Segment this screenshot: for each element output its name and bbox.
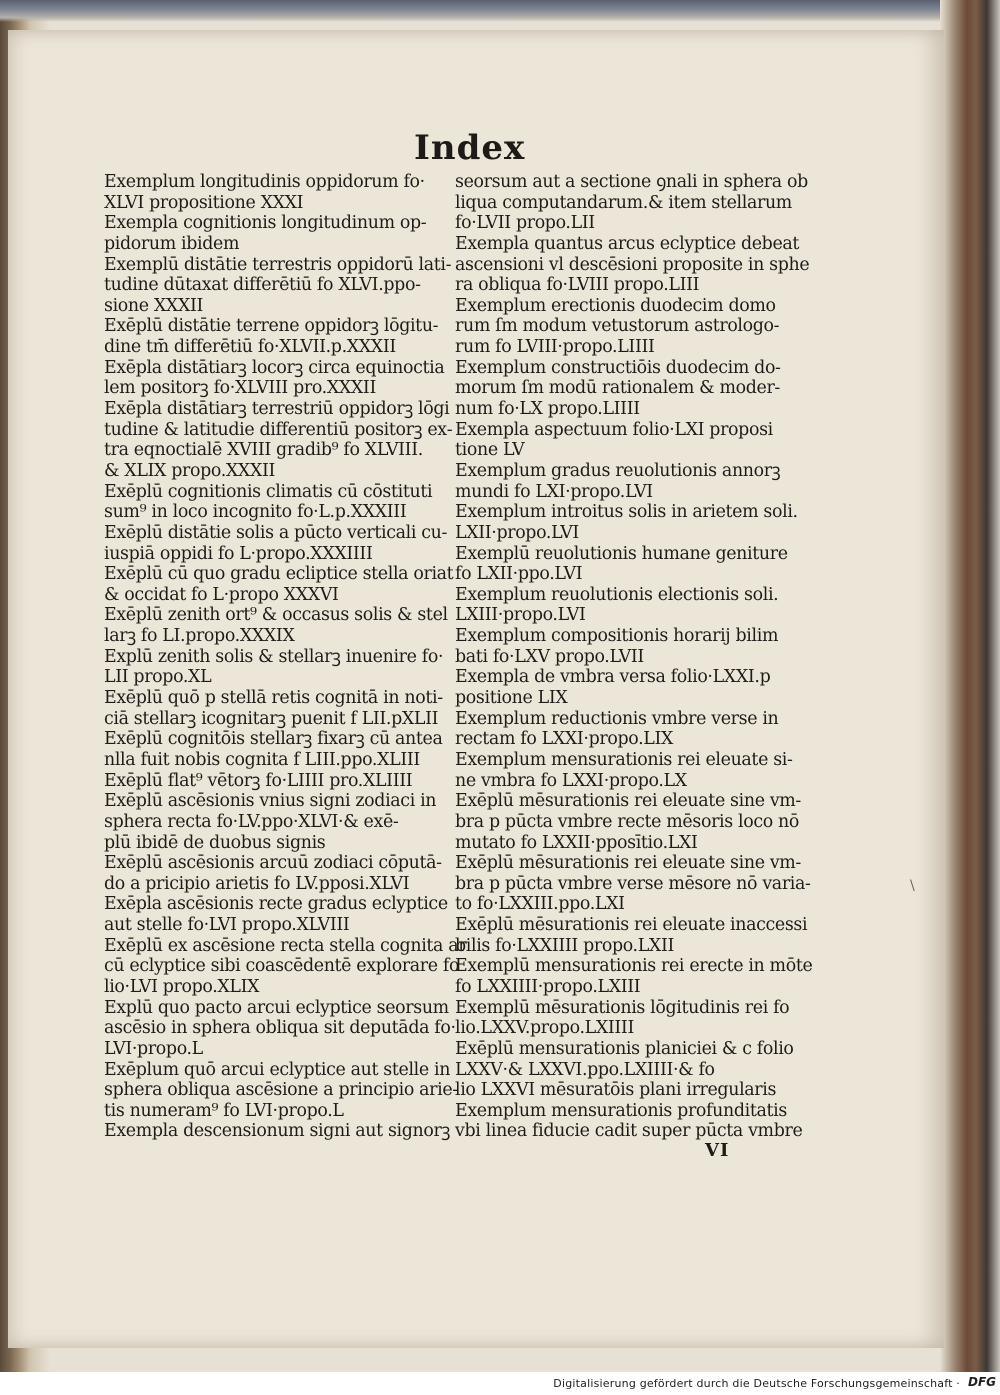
index-line: positione LIX bbox=[455, 688, 568, 709]
index-line: ciā stellarꝫ icognitarꝫ puenit f LII.pXLII bbox=[104, 708, 439, 729]
index-line: sphera obliqua ascēsione a principio arie‑ bbox=[104, 1080, 458, 1101]
index-line: Explū zenith solis & stellarꝫ inuenire fo· bbox=[104, 646, 444, 667]
index-line: Exēplū ascēsionis arcuū zodiaci cōputā‑ bbox=[104, 853, 442, 874]
index-line: sum⁹ in loco incognito fo·L.p.XXXIII bbox=[104, 502, 407, 523]
index-line: Exēplū mēsurationis rei eleuate sine vm‑ bbox=[455, 853, 801, 874]
index-line: ascēsio in sphera obliqua sit deputāda fo· bbox=[104, 1018, 456, 1039]
index-line: Exempla de vmbra versa folio·LXXI.p bbox=[455, 667, 771, 688]
index-line: nlla fuit nobis cognita f LIII.ppo.XLIII bbox=[104, 749, 420, 770]
index-line: Exēplū quō p stellā retis cognitā in noti‑ bbox=[104, 688, 443, 709]
running-head: Index bbox=[414, 128, 526, 168]
index-line: Exēplū cū quo gradu ecliptice stella oriat bbox=[104, 564, 454, 585]
index-line: to fo·LXXIII.ppo.LXI bbox=[455, 894, 625, 915]
index-line: dine tm̄ differētiū fo·XLVII.p.XXXII bbox=[104, 337, 396, 358]
index-line: Exēplū mēsurationis rei eleuate sine vm‑ bbox=[455, 791, 801, 812]
index-line: Exēplū ascēsionis vnius signi zodiaci in bbox=[104, 791, 437, 812]
index-line: larꝫ fo LI.propo.XXXIX bbox=[104, 626, 295, 647]
index-line: fo·LVII propo.LII bbox=[455, 213, 595, 234]
index-line: Exēplū cognitionis climatis cū cōstituti bbox=[104, 481, 433, 502]
index-line: ascensioni vl descēsioni proposite in sphe bbox=[455, 254, 810, 275]
index-line: liqua computandarum.& item stellarum bbox=[455, 192, 792, 213]
index-line: rum fo LVIII·propo.LIIII bbox=[455, 337, 655, 358]
index-line: Exēplū mēsurationis rei eleuate inaccessi bbox=[455, 915, 808, 936]
index-line: Exēplum quō arcui eclyptice aut stelle in bbox=[104, 1059, 451, 1080]
index-line: fo LXII·ppo.LVI bbox=[455, 564, 583, 585]
index-line: cū eclyptice sibi coascēdentē explorare fo bbox=[104, 956, 460, 977]
book-cover-top-edge bbox=[0, 0, 1000, 22]
dfg-logo: DFG bbox=[967, 1375, 996, 1389]
index-line: vbi linea fiducie cadit super pūcta vmbre bbox=[455, 1121, 803, 1142]
index-line: tis numeram⁹ fo LVI·propo.L bbox=[104, 1100, 344, 1121]
index-line: tione LV bbox=[455, 440, 525, 461]
index-line: Exemplum constructiōis duodecim do‑ bbox=[455, 357, 781, 378]
index-line: Exempla cognitionis longitudinum op‑ bbox=[104, 213, 427, 234]
index-line: seorsum aut a sectione ꝯnali in sphera ob bbox=[455, 172, 808, 192]
index-line: Exemplum compositionis horarij bilim bbox=[455, 626, 779, 647]
index-line: sione XXXII bbox=[104, 295, 204, 316]
index-line: ne vmbra fo LXXI·propo.LX bbox=[455, 770, 687, 791]
index-line: Exempla aspectuum folio·LXI proposi bbox=[455, 419, 773, 440]
index-line: Exemplū distātie terrestris oppidorū lati‑ bbox=[104, 254, 452, 275]
index-line: bra p pūcta vmbre recte mēsoris loco nō bbox=[455, 811, 799, 832]
index-line: bati fo·LXV propo.LVII bbox=[455, 646, 644, 667]
index-line: Exemplum introitus solis in arietem soli. bbox=[455, 502, 798, 523]
index-line: Exēpla distātiarꝫ terrestriū oppidorꝫ lōgi bbox=[104, 399, 450, 420]
index-line: ra obliqua fo·LVIII propo.LIII bbox=[455, 275, 700, 296]
index-line: sphera recta fo·LV.ppo·XLVI·& exē‑ bbox=[104, 811, 399, 832]
index-line: plū ibidē de duobus signis bbox=[104, 832, 326, 853]
index-line: LII propo.XL bbox=[104, 667, 212, 688]
index-line: Exēplū mensurationis planiciei & c folio bbox=[455, 1038, 794, 1059]
index-line: Exemplum mensurationis profunditatis bbox=[455, 1100, 787, 1121]
index-line: do a pricipio arietis fo LV.pposi.XLVI bbox=[104, 873, 410, 894]
index-line: Exemplū mēsurationis lōgitudinis rei fo bbox=[455, 997, 790, 1018]
index-line: Exēplū distātie terrene oppidorꝫ lōgitu‑ bbox=[104, 316, 439, 337]
index-line: morum ſm modū rationalem & moder‑ bbox=[455, 378, 780, 399]
index-line: Exempla descensionum signi aut signorꝫ bbox=[104, 1121, 451, 1142]
index-line: Exemplum gradus reuolutionis annorꝫ bbox=[455, 460, 781, 481]
index-line: & XLIX propo.XXXII bbox=[104, 460, 276, 481]
index-line: lio LXXVI mēsuratōis plani irregularis bbox=[455, 1080, 777, 1101]
index-line: Exēplū ex ascēsione recta stella cognita ar bbox=[104, 935, 467, 956]
index-line: Exēplū distātie solis a pūcto verticali cu‑ bbox=[104, 522, 447, 543]
index-line: Exēpla distātiarꝫ locorꝫ circa equinoctia bbox=[104, 357, 445, 378]
index-line: mundi fo LXI·propo.LVI bbox=[455, 481, 653, 502]
index-line: aut stelle fo·LVI propo.XLVIII bbox=[104, 915, 350, 936]
page-signature: VI bbox=[705, 1140, 730, 1161]
index-line: Exempla quantus arcus eclyptice debeat bbox=[455, 233, 800, 254]
index-line: rum ſm modum vetustorum astrologo‑ bbox=[455, 316, 780, 337]
index-line: Exēplū cognitōis stellarꝫ fixarꝫ cū antea bbox=[104, 729, 443, 750]
index-column-right bbox=[455, 172, 813, 1142]
index-line: fo LXXIIII·propo.LXIII bbox=[455, 976, 641, 997]
index-column-left bbox=[104, 172, 467, 1142]
index-line: mutato fo LXXII·pposītio.LXI bbox=[455, 832, 698, 853]
index-line: Exēplū zenith ort⁹ & occasus solis & stel bbox=[104, 605, 448, 626]
index-line: Exemplum erectionis duodecim domo bbox=[455, 295, 776, 316]
index-line: lio.LXXV.propo.LXIIII bbox=[455, 1018, 634, 1039]
index-line: tudine & latitudie differentiū positorꝫ ex‑ bbox=[104, 419, 453, 440]
index-line: LXXV·& LXXVI.ppo.LXIIII·& fo bbox=[455, 1059, 715, 1080]
index-line: Exēpla ascēsionis recte gradus eclyptice bbox=[104, 894, 448, 915]
index-line: tudine dūtaxat differētiū fo XLVI.ppo‑ bbox=[104, 275, 421, 296]
index-line: LXII·propo.LVI bbox=[455, 522, 579, 543]
index-line: Exemplum longitudinis oppidorum fo· bbox=[104, 172, 425, 192]
index-line: rectam fo LXXI·propo.LIX bbox=[455, 729, 674, 750]
footer-credit: Digitalisierung gefördert durch die Deutsche Forschungsgemeinschaft · bbox=[553, 1377, 960, 1390]
index-line: tra eqnoctialē XVIII gradib⁹ fo XLVIII. bbox=[104, 440, 423, 461]
index-line: Exēplū flat⁹ vētorꝫ fo·LIIII pro.XLIIII bbox=[104, 770, 413, 791]
index-line: Exemplum mensurationis rei eleuate si‑ bbox=[455, 749, 793, 770]
index-line: LVI·propo.L bbox=[104, 1038, 203, 1059]
index-line: lem positorꝫ fo·XLVIII pro.XXXII bbox=[104, 378, 376, 399]
index-line: & occidat fo L·propo XXXVI bbox=[104, 584, 339, 605]
index-line: Exemplum reductionis vmbre verse in bbox=[455, 708, 779, 729]
index-line: lio·LVI propo.XLIX bbox=[104, 976, 260, 997]
index-line: num fo·LX propo.LIIII bbox=[455, 399, 640, 420]
index-line: bilis fo·LXXIIII propo.LXII bbox=[455, 935, 674, 956]
index-line: pidorum ibidem bbox=[104, 233, 240, 254]
index-line: bra p pūcta vmbre verse mēsore nō varia‑ bbox=[455, 873, 811, 894]
index-line: iuspiā oppidi fo L·propo.XXXIIII bbox=[104, 543, 373, 564]
index-line: XLVI propositione XXXI bbox=[104, 192, 304, 213]
index-line: Exemplum reuolutionis electionis soli. bbox=[455, 584, 779, 605]
index-line: Explū quo pacto arcui eclyptice seorsum bbox=[104, 997, 449, 1018]
margin-mark: \ bbox=[910, 878, 915, 894]
index-line: LXIII·propo.LVI bbox=[455, 605, 586, 626]
index-line: Exemplū mensurationis rei erecte in mōte bbox=[455, 956, 813, 977]
index-line: Exemplū reuolutionis humane geniture bbox=[455, 543, 788, 564]
digitization-footer bbox=[0, 1372, 1000, 1395]
book-cover-right-edge bbox=[940, 0, 1000, 1372]
